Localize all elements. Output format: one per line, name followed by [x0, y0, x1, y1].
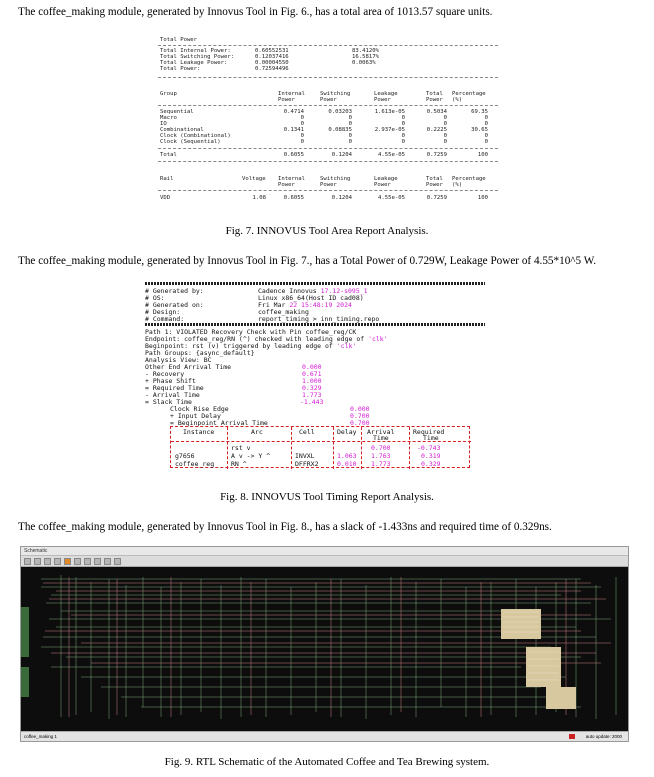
group-pct: 0 — [484, 115, 488, 121]
group-pct: 69.35 — [471, 109, 488, 115]
td-arc: A v -> Y ^ — [231, 452, 271, 460]
path-groups: Path Groups: {async_default} — [145, 349, 255, 357]
path-line: Path 1: VIOLATED Recovery Check with Pin coffee_reg/CK — [145, 328, 357, 336]
highlight-icon[interactable] — [64, 558, 71, 565]
divider — [158, 161, 498, 162]
summary-value: 0.60552531 — [255, 48, 289, 54]
summary-label: Total Power: — [160, 66, 201, 72]
group-leakage: 0 — [401, 139, 405, 145]
beginpoint-clock: 'clk' — [336, 342, 357, 350]
header-key: # Generated by: — [145, 287, 204, 295]
calc-label: = Required Time — [145, 384, 204, 392]
fit-icon[interactable] — [44, 558, 51, 565]
header-value: report_timing > inn_timing.repo — [258, 315, 380, 323]
header-total: Power — [426, 182, 443, 188]
group-name: Sequential — [160, 109, 194, 115]
header-leakage: Power — [374, 182, 391, 188]
clock-value: 0.700 — [350, 419, 370, 427]
column-divider — [361, 427, 362, 469]
header-switching: Switching — [320, 176, 351, 182]
record-icon — [569, 734, 575, 739]
header-group: Group — [160, 91, 177, 97]
group-total: 0.5034 — [426, 109, 447, 115]
timing-table — [170, 426, 470, 468]
hash-line — [145, 323, 485, 326]
header-percentage: Percentage — [452, 91, 486, 97]
group-switching: 0 — [348, 133, 352, 139]
divider — [158, 190, 498, 191]
header-total: Total — [426, 91, 443, 97]
header-value: Linux x86_64(Host ID cad08) — [258, 294, 364, 302]
calc-label: Other End Arrival Time — [145, 363, 232, 371]
schematic-titlebar — [21, 547, 629, 556]
calc-value: 1.000 — [302, 377, 322, 385]
group-internal: 0.1341 — [283, 127, 304, 133]
paragraph-power: The coffee_making module, generated by Innovus Tool in Fig. 7., has a Total Power of 0.729W, Leakage Power of 4.55*10^5 W. — [18, 255, 597, 267]
th-cell: Cell — [299, 428, 315, 436]
endpoint: Endpoint: coffee_reg/RN (^) checked with leading edge of — [145, 335, 369, 343]
group-switching: 0.03203 — [328, 109, 352, 115]
calc-value: 0.329 — [302, 384, 322, 392]
rail-total: 0.7259 — [426, 195, 447, 201]
calc-value: 0.000 — [302, 363, 322, 371]
th-delay: Delay — [337, 428, 357, 436]
schematic-toolbar — [21, 556, 629, 567]
th-arc: Arc — [251, 428, 263, 436]
td-delay: 0.010 — [337, 460, 357, 468]
calc-label: - Recovery — [145, 370, 185, 378]
group-name: Clock (Sequential) — [160, 139, 221, 145]
group-total-switching: 0.1204 — [331, 152, 352, 158]
group-switching: 0 — [348, 139, 352, 145]
group-switching: 0 — [348, 121, 352, 127]
header-total: Power — [426, 97, 443, 103]
group-internal: 0 — [300, 139, 304, 145]
zoom-in-icon[interactable] — [24, 558, 31, 565]
find-icon[interactable] — [104, 558, 111, 565]
td-arc: rst v — [231, 444, 251, 452]
header-key: # OS: — [145, 294, 165, 302]
td-cell: DFFRX2 — [295, 460, 319, 468]
td-arrival: 0.700 — [371, 444, 391, 452]
calc-label: + Phase Shift — [145, 377, 196, 385]
header-key: # Design: — [145, 308, 181, 316]
group-total-pct: 100 — [477, 152, 488, 158]
header-leakage: Leakage — [374, 91, 398, 97]
group-name: Clock (Combinational) — [160, 133, 231, 139]
column-divider — [291, 427, 292, 469]
calc-label: = Slack Time — [145, 398, 192, 406]
status-update: auto update: 2000 — [585, 734, 622, 739]
divider — [158, 77, 498, 78]
clock-label: = Beginpoint Arrival Time — [170, 419, 268, 427]
header-voltage: Voltage — [242, 176, 266, 182]
calc-value: 0.671 — [302, 370, 322, 378]
summary-value: 0.00004550 — [255, 60, 289, 66]
window-title: Schematic — [24, 548, 48, 554]
caption-fig9: Fig. 9. RTL Schematic of the Automated Coffee and Tea Brewing system. — [164, 756, 490, 768]
td-required: 0.329 — [421, 460, 441, 468]
caption-fig7: Fig. 7. INNOVUS Tool Area Report Analysis. — [225, 225, 429, 237]
schematic-canvas[interactable] — [21, 567, 629, 733]
clock-value: 0.700 — [350, 412, 370, 420]
rail-name: VDD — [160, 195, 171, 201]
summary-label: Total Leakage Power: — [160, 60, 228, 66]
header-internal: Power — [278, 97, 295, 103]
td-arrival: 1.773 — [371, 460, 391, 468]
rail-internal: 0.6055 — [283, 195, 304, 201]
header-key: # Generated on: — [145, 301, 204, 309]
header-switching: Switching — [320, 91, 351, 97]
divider — [158, 105, 498, 106]
group-pct: 30.65 — [471, 127, 488, 133]
clock-label: + Input Delay — [170, 412, 221, 420]
td-cell: INVXL — [295, 452, 315, 460]
clock-label: Clock Rise Edge — [170, 405, 229, 413]
group-pct: 0 — [484, 139, 488, 145]
group-name: Combinational — [160, 127, 204, 133]
rail-switching: 0.1204 — [331, 195, 352, 201]
group-switching: 0.08835 — [328, 127, 352, 133]
summary-pct: 83.4120% — [352, 48, 379, 54]
calc-value: 1.773 — [302, 391, 322, 399]
summary-label: Total Switching Power: — [160, 54, 235, 60]
group-leakage: 2.937e-05 — [374, 127, 405, 133]
group-total-internal: 0.6055 — [283, 152, 304, 158]
th-required: Required — [413, 428, 445, 436]
td-arrival: 1.763 — [371, 452, 391, 460]
td-arc: RN ^ — [231, 460, 247, 468]
group-leakage: 1.613e-05 — [374, 109, 405, 115]
group-pct: 0 — [484, 121, 488, 127]
group-internal: 0 — [300, 133, 304, 139]
th-arrival: Time — [373, 434, 389, 442]
td-instance: g7656 — [175, 452, 195, 460]
td-delay: 1.063 — [337, 452, 357, 460]
group-leakage: 0 — [401, 133, 405, 139]
group-internal: 0 — [300, 115, 304, 121]
timing-report-figure — [140, 279, 494, 471]
power-report-figure — [150, 33, 502, 211]
group-total: 0 — [443, 133, 447, 139]
divider — [158, 45, 498, 46]
header-value: Cadence Innovus — [258, 287, 321, 295]
header-percentage: (%) — [452, 182, 463, 188]
th-instance: Instance — [183, 428, 215, 436]
header-rail: Rail — [160, 176, 174, 182]
th-arrival: Arrival — [367, 428, 395, 436]
group-total: 0 — [443, 139, 447, 145]
print-icon[interactable] — [94, 558, 101, 565]
header-leakage: Leakage — [374, 176, 398, 182]
summary-pct: 16.5817% — [352, 54, 379, 60]
schematic-window — [20, 546, 629, 742]
group-switching: 0 — [348, 115, 352, 121]
summary-value: 0.12037416 — [255, 54, 289, 60]
header-key: # Command: — [145, 315, 185, 323]
zoom-out-icon[interactable] — [34, 558, 41, 565]
th-required: Time — [423, 434, 439, 442]
header-value: coffee_making — [258, 308, 309, 316]
summary-pct: 0.0063% — [352, 60, 376, 66]
select-icon[interactable] — [54, 558, 61, 565]
header-switching: Power — [320, 182, 337, 188]
clock-value: 0.000 — [350, 405, 370, 413]
hash-line — [145, 282, 485, 285]
group-total: 0.2225 — [426, 127, 447, 133]
refresh-icon[interactable] — [114, 558, 121, 565]
column-divider — [409, 427, 410, 469]
group-name: IO — [160, 121, 167, 127]
header-percentage: Percentage — [452, 176, 486, 182]
td-instance: coffee_reg — [175, 460, 215, 468]
schematic-statusbar — [21, 731, 629, 741]
caption-fig8: Fig. 8. INNOVUS Tool Timing Report Analysis. — [220, 491, 434, 503]
group-total: 0 — [443, 121, 447, 127]
summary-label: Total Internal Power: — [160, 48, 231, 54]
endpoint-clock: 'clk' — [368, 335, 388, 343]
rail-voltage: 1.08 — [252, 195, 266, 201]
group-total: 0 — [443, 115, 447, 121]
rail-pct: 100 — [477, 195, 488, 201]
header-internal: Power — [278, 182, 295, 188]
status-module: coffee_making 1 — [24, 734, 57, 739]
td-required: 0.319 — [421, 452, 441, 460]
summary-value: 0.72594496 — [255, 66, 289, 72]
rail-leakage: 4.55e-05 — [378, 195, 405, 201]
column-divider — [227, 427, 228, 469]
group-total-leakage: 4.55e-05 — [378, 152, 405, 158]
header-internal: Internal — [278, 176, 305, 182]
group-internal: 0.4714 — [283, 109, 304, 115]
group-pct: 0 — [484, 133, 488, 139]
header-total: Total — [426, 176, 443, 182]
power-section-title: Total Power — [160, 37, 198, 43]
group-total-total: 0.7259 — [426, 152, 447, 158]
paragraph-timing: The coffee_making module, generated by Innovus Tool in Fig. 8., has a slack of -1.433ns and required time of 0.329ns. — [18, 521, 552, 533]
header-percentage: (%) — [452, 97, 463, 103]
calc-value: -1.443 — [300, 398, 324, 406]
paragraph-area: The coffee_making module, generated by Innovus Tool in Fig. 6., has a total area of 1013.57 square units. — [18, 6, 493, 18]
group-internal: 0 — [300, 121, 304, 127]
group-leakage: 0 — [401, 121, 405, 127]
header-leakage: Power — [374, 97, 391, 103]
group-total-name: Total — [160, 152, 177, 158]
header-highlight: 22 15:48:19 2024 — [289, 301, 352, 309]
td-required: -0.743 — [417, 444, 441, 452]
header-switching: Power — [320, 97, 337, 103]
header-highlight: 17.12-s095_1 — [320, 287, 368, 295]
back-icon[interactable] — [74, 558, 81, 565]
header-value: Fri Mar — [258, 301, 290, 309]
group-leakage: 0 — [401, 115, 405, 121]
column-divider — [333, 427, 334, 469]
analysis-view: Analysis View: BC — [145, 356, 212, 364]
calc-label: - Arrival Time — [145, 391, 200, 399]
beginpoint: Beginpoint: rst (v) triggered by leading edge of — [145, 342, 337, 350]
divider — [158, 148, 498, 149]
group-name: Macro — [160, 115, 177, 121]
forward-icon[interactable] — [84, 558, 91, 565]
header-internal: Internal — [278, 91, 305, 97]
